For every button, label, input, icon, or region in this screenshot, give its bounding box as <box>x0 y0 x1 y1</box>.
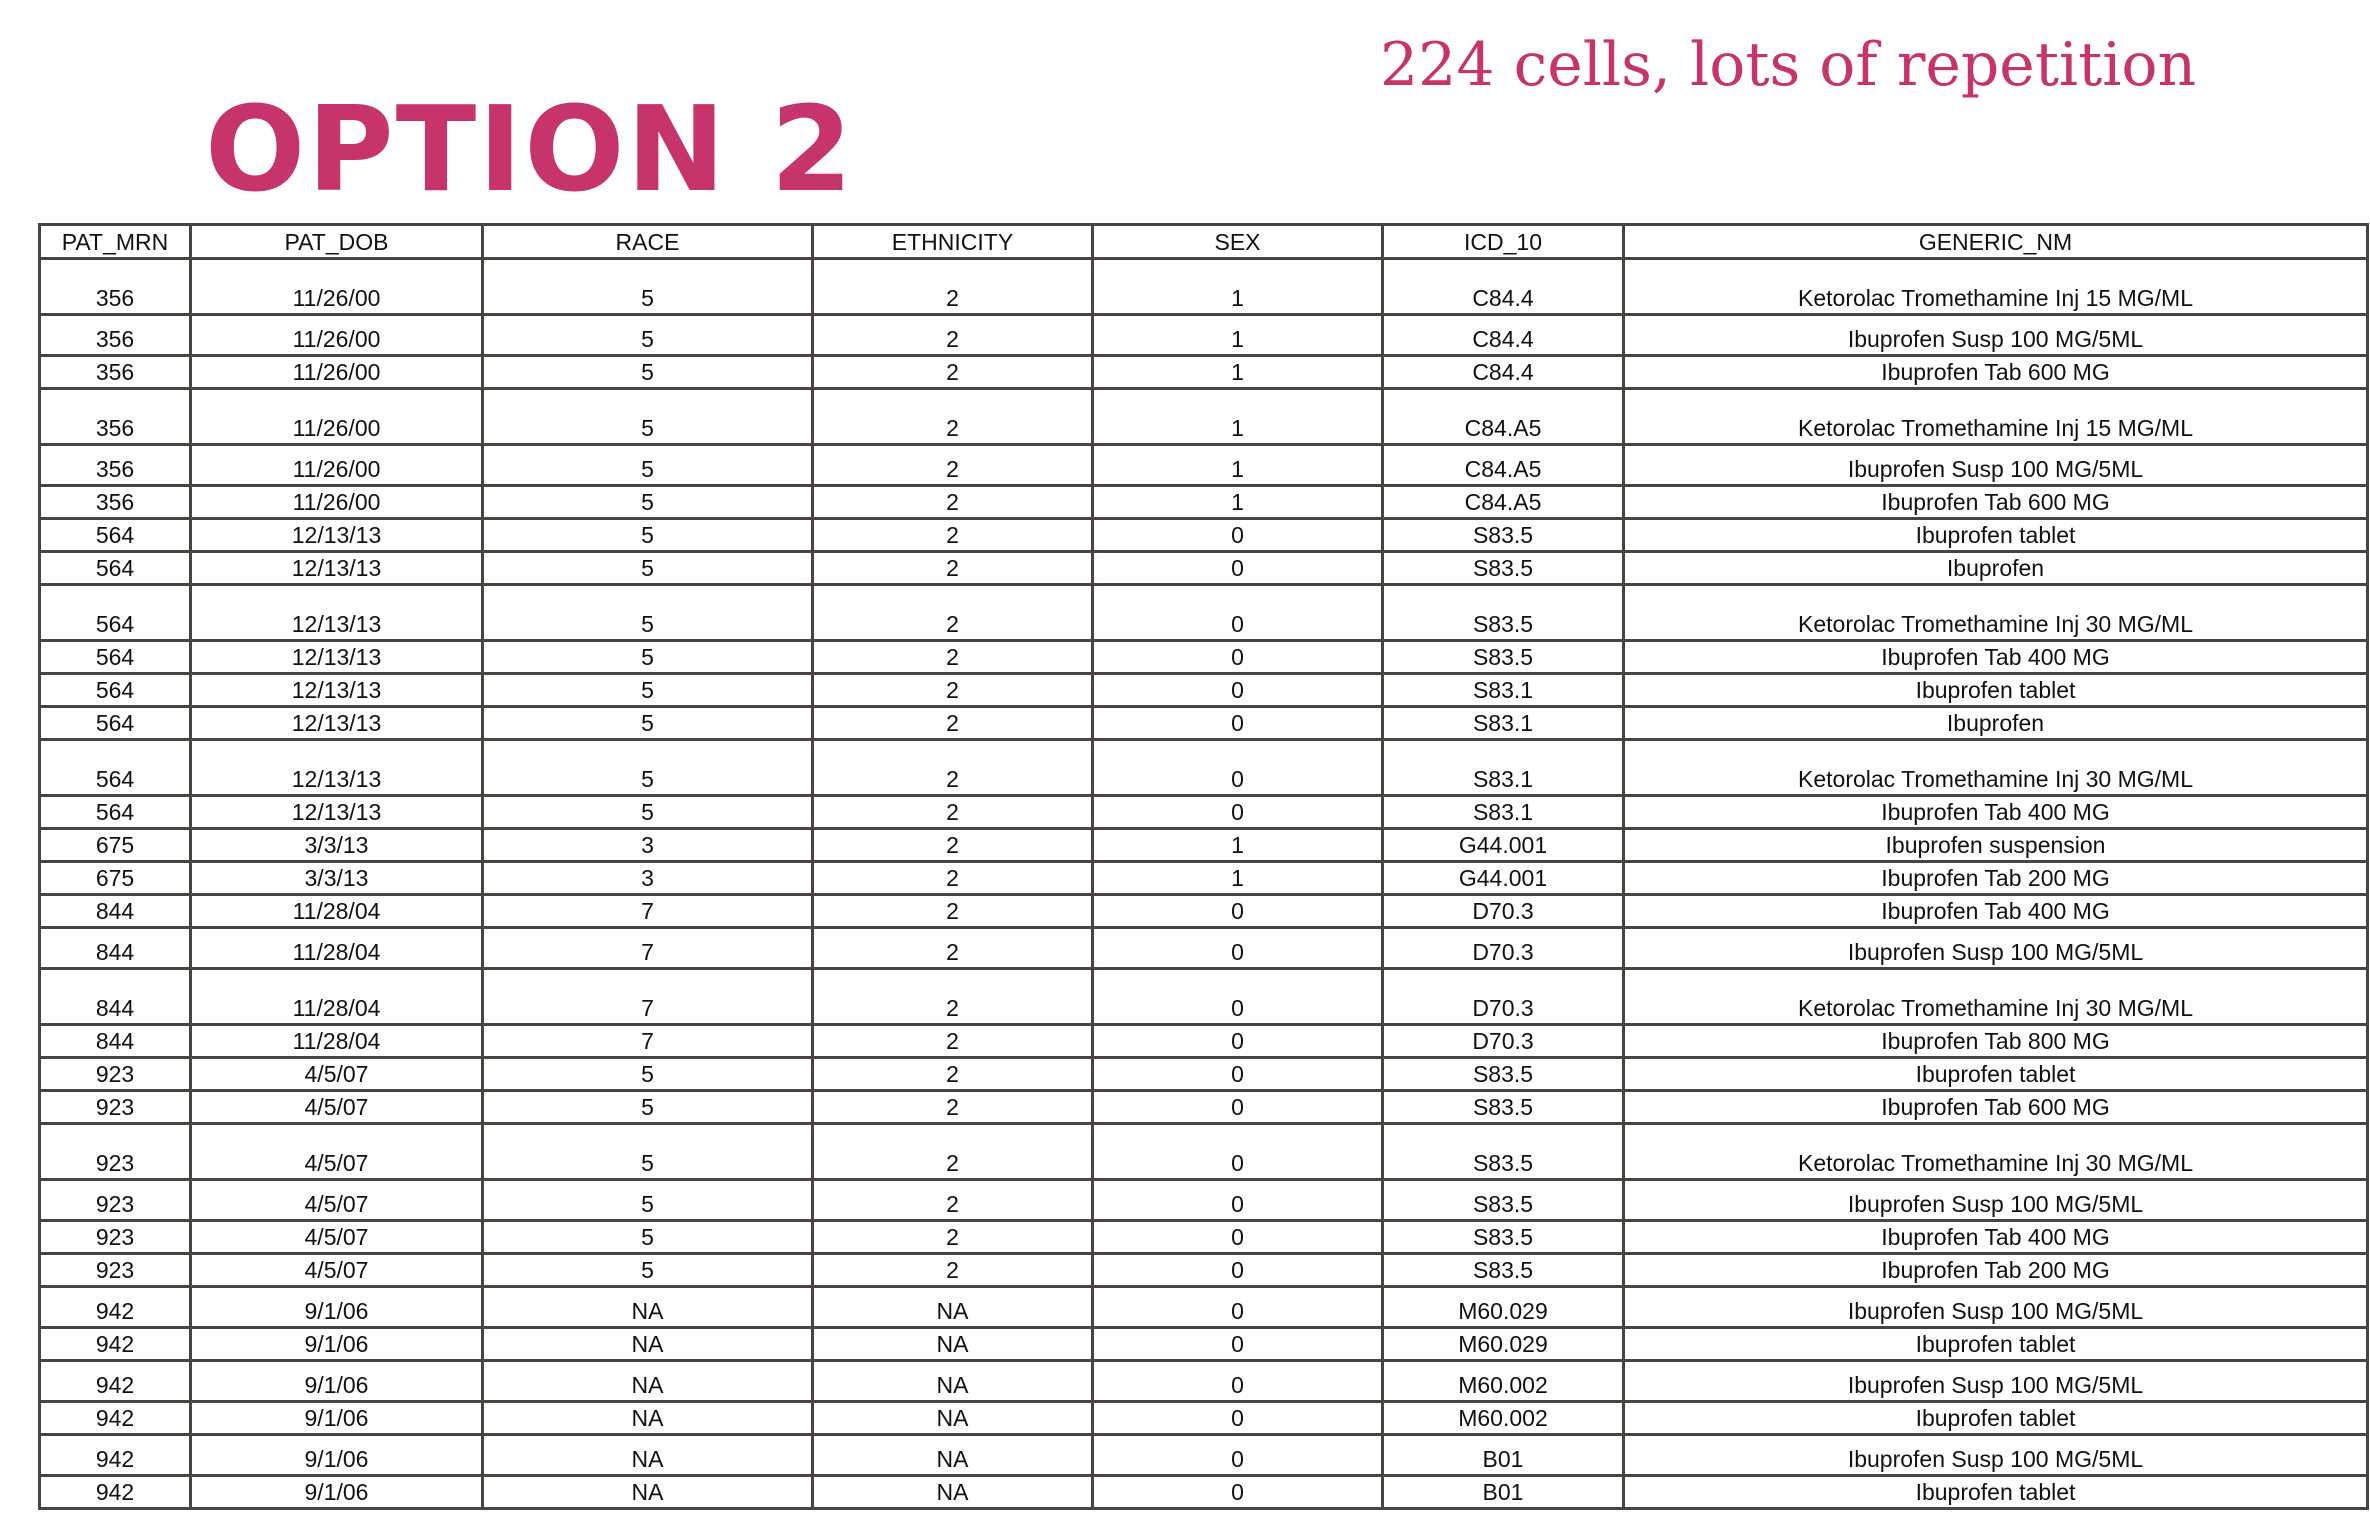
table-row <box>40 1328 2368 1361</box>
table-cell: NA <box>483 1435 813 1476</box>
table-cell: S83.5 <box>1383 1124 1624 1180</box>
table-cell: 9/1/06 <box>191 1435 483 1476</box>
table-cell: 356 <box>40 445 191 486</box>
table-cell: Ibuprofen tablet <box>1624 1058 2368 1091</box>
table-cell: C84.4 <box>1383 315 1624 356</box>
table-cell: D70.3 <box>1383 1025 1624 1058</box>
table-cell: 0 <box>1093 641 1383 674</box>
table-cell: 844 <box>40 928 191 969</box>
table-cell: M60.002 <box>1383 1402 1624 1435</box>
column-header: PAT_MRN <box>40 225 191 259</box>
table-cell: 0 <box>1093 519 1383 552</box>
table-row <box>40 486 2368 519</box>
table-cell: 564 <box>40 796 191 829</box>
table-cell: S83.5 <box>1383 1091 1624 1124</box>
table-cell: S83.1 <box>1383 707 1624 740</box>
table-cell: 675 <box>40 829 191 862</box>
table-row <box>40 552 2368 585</box>
table-cell: 923 <box>40 1058 191 1091</box>
table-cell: 923 <box>40 1091 191 1124</box>
table-cell: Ibuprofen <box>1624 552 2368 585</box>
table-cell: S83.1 <box>1383 674 1624 707</box>
table-cell: Ibuprofen tablet <box>1624 1402 2368 1435</box>
table-cell: Ibuprofen tablet <box>1624 1476 2368 1509</box>
table-row <box>40 1091 2368 1124</box>
table-cell: 942 <box>40 1361 191 1402</box>
table-cell: C84.A5 <box>1383 445 1624 486</box>
table-cell: 4/5/07 <box>191 1254 483 1287</box>
table-cell: Ketorolac Tromethamine Inj 15 MG/ML <box>1624 389 2368 445</box>
table-cell: 0 <box>1093 1091 1383 1124</box>
table-cell: 0 <box>1093 1124 1383 1180</box>
table-cell: Ibuprofen Susp 100 MG/5ML <box>1624 928 2368 969</box>
table-cell: 12/13/13 <box>191 674 483 707</box>
table-cell: 0 <box>1093 552 1383 585</box>
table-cell: 0 <box>1093 1058 1383 1091</box>
table-row <box>40 707 2368 740</box>
table-cell: 2 <box>813 519 1093 552</box>
table-cell: 0 <box>1093 740 1383 796</box>
table-row <box>40 1476 2368 1509</box>
table-cell: NA <box>813 1435 1093 1476</box>
table-cell: 923 <box>40 1124 191 1180</box>
table-cell: 9/1/06 <box>191 1328 483 1361</box>
table-cell: B01 <box>1383 1476 1624 1509</box>
table-cell: 5 <box>483 552 813 585</box>
table-row <box>40 1025 2368 1058</box>
table-cell: 1 <box>1093 389 1383 445</box>
table-cell: NA <box>483 1476 813 1509</box>
table-cell: 2 <box>813 740 1093 796</box>
table-cell: 11/26/00 <box>191 486 483 519</box>
column-header: PAT_DOB <box>191 225 483 259</box>
table-cell: 11/26/00 <box>191 389 483 445</box>
table-row <box>40 829 2368 862</box>
table-cell: Ibuprofen Tab 400 MG <box>1624 895 2368 928</box>
table-cell: Ibuprofen Susp 100 MG/5ML <box>1624 315 2368 356</box>
table-header-row <box>40 225 2368 259</box>
table-cell: Ibuprofen Susp 100 MG/5ML <box>1624 1180 2368 1221</box>
table-cell: Ibuprofen Tab 400 MG <box>1624 641 2368 674</box>
table-cell: 9/1/06 <box>191 1287 483 1328</box>
table-cell: 0 <box>1093 895 1383 928</box>
table-cell: 2 <box>813 552 1093 585</box>
table-cell: 0 <box>1093 928 1383 969</box>
table-cell: 12/13/13 <box>191 585 483 641</box>
table-cell: 4/5/07 <box>191 1058 483 1091</box>
table-cell: 564 <box>40 740 191 796</box>
table-cell: 1 <box>1093 445 1383 486</box>
table-cell: 2 <box>813 895 1093 928</box>
table-cell: 942 <box>40 1435 191 1476</box>
table-cell: S83.5 <box>1383 1058 1624 1091</box>
table-cell: 564 <box>40 707 191 740</box>
table-cell: 2 <box>813 1180 1093 1221</box>
table-cell: 9/1/06 <box>191 1361 483 1402</box>
table-row <box>40 1221 2368 1254</box>
table-cell: 2 <box>813 445 1093 486</box>
table-cell: 11/26/00 <box>191 315 483 356</box>
column-header: ETHNICITY <box>813 225 1093 259</box>
table-cell: NA <box>813 1402 1093 1435</box>
table-cell: 4/5/07 <box>191 1124 483 1180</box>
table-cell: 5 <box>483 1221 813 1254</box>
table-cell: 12/13/13 <box>191 641 483 674</box>
table-cell: 2 <box>813 315 1093 356</box>
table-cell: 844 <box>40 895 191 928</box>
table-row <box>40 356 2368 389</box>
column-header: ICD_10 <box>1383 225 1624 259</box>
table-cell: 5 <box>483 796 813 829</box>
table-cell: 4/5/07 <box>191 1091 483 1124</box>
table-cell: 3/3/13 <box>191 862 483 895</box>
table-row <box>40 740 2368 796</box>
table-cell: NA <box>813 1328 1093 1361</box>
table-body <box>40 259 2368 1509</box>
table-cell: Ketorolac Tromethamine Inj 15 MG/ML <box>1624 259 2368 315</box>
table-cell: 5 <box>483 445 813 486</box>
table-cell: 0 <box>1093 1435 1383 1476</box>
table-cell: 5 <box>483 1058 813 1091</box>
table-cell: 942 <box>40 1287 191 1328</box>
slide-subtitle: 224 cells, lots of repetition <box>1380 30 2197 100</box>
table-cell: C84.4 <box>1383 259 1624 315</box>
table-cell: 5 <box>483 486 813 519</box>
column-header: SEX <box>1093 225 1383 259</box>
table-cell: Ibuprofen Tab 600 MG <box>1624 486 2368 519</box>
table-row <box>40 585 2368 641</box>
table-cell: 1 <box>1093 862 1383 895</box>
table-cell: 356 <box>40 389 191 445</box>
table-cell: NA <box>483 1361 813 1402</box>
table-cell: M60.029 <box>1383 1287 1624 1328</box>
table-cell: 2 <box>813 1124 1093 1180</box>
table-cell: 0 <box>1093 1476 1383 1509</box>
table-cell: 5 <box>483 585 813 641</box>
table-cell: Ibuprofen tablet <box>1624 1328 2368 1361</box>
table-cell: 5 <box>483 641 813 674</box>
table-cell: 564 <box>40 519 191 552</box>
table-cell: 2 <box>813 862 1093 895</box>
table-row <box>40 519 2368 552</box>
table-cell: 356 <box>40 486 191 519</box>
table-cell: 0 <box>1093 1025 1383 1058</box>
table-cell: NA <box>483 1402 813 1435</box>
table-cell: 9/1/06 <box>191 1476 483 1509</box>
table-cell: Ibuprofen Tab 200 MG <box>1624 862 2368 895</box>
table-cell: 5 <box>483 707 813 740</box>
table-cell: 0 <box>1093 969 1383 1025</box>
table-cell: 12/13/13 <box>191 796 483 829</box>
table-row <box>40 969 2368 1025</box>
table-cell: 2 <box>813 969 1093 1025</box>
table-cell: 5 <box>483 740 813 796</box>
table-cell: NA <box>483 1328 813 1361</box>
table-cell: D70.3 <box>1383 928 1624 969</box>
table-cell: 5 <box>483 356 813 389</box>
table-cell: 12/13/13 <box>191 552 483 585</box>
column-header: GENERIC_NM <box>1624 225 2368 259</box>
table-cell: Ibuprofen Susp 100 MG/5ML <box>1624 445 2368 486</box>
table-row <box>40 1058 2368 1091</box>
table-cell: C84.A5 <box>1383 486 1624 519</box>
table-cell: 1 <box>1093 486 1383 519</box>
table-cell: 3 <box>483 862 813 895</box>
table-cell: 7 <box>483 969 813 1025</box>
table-cell: 5 <box>483 1180 813 1221</box>
table-cell: 4/5/07 <box>191 1221 483 1254</box>
table-cell: Ketorolac Tromethamine Inj 30 MG/ML <box>1624 1124 2368 1180</box>
table-cell: 564 <box>40 641 191 674</box>
table-cell: 5 <box>483 1124 813 1180</box>
table-cell: 5 <box>483 519 813 552</box>
table-cell: 9/1/06 <box>191 1402 483 1435</box>
table-cell: S83.1 <box>1383 796 1624 829</box>
table-cell: Ibuprofen Tab 600 MG <box>1624 356 2368 389</box>
table-row <box>40 895 2368 928</box>
table-cell: 942 <box>40 1328 191 1361</box>
table-cell: Ibuprofen Susp 100 MG/5ML <box>1624 1435 2368 1476</box>
table-cell: 356 <box>40 259 191 315</box>
table-cell: S83.5 <box>1383 1254 1624 1287</box>
table-cell: 12/13/13 <box>191 740 483 796</box>
table-cell: Ketorolac Tromethamine Inj 30 MG/ML <box>1624 969 2368 1025</box>
table-cell: 11/26/00 <box>191 445 483 486</box>
table-cell: NA <box>813 1287 1093 1328</box>
table-row <box>40 1287 2368 1328</box>
table-cell: B01 <box>1383 1435 1624 1476</box>
table-row <box>40 259 2368 315</box>
table-row <box>40 1254 2368 1287</box>
table-cell: 7 <box>483 895 813 928</box>
table-cell: 12/13/13 <box>191 519 483 552</box>
table-cell: M60.002 <box>1383 1361 1624 1402</box>
table-cell: 1 <box>1093 259 1383 315</box>
table-cell: Ibuprofen tablet <box>1624 519 2368 552</box>
table-cell: 0 <box>1093 1254 1383 1287</box>
table-cell: 564 <box>40 674 191 707</box>
table-cell: 0 <box>1093 707 1383 740</box>
table-cell: S83.5 <box>1383 1180 1624 1221</box>
table-cell: 2 <box>813 641 1093 674</box>
table-cell: 4/5/07 <box>191 1180 483 1221</box>
table-cell: 11/28/04 <box>191 895 483 928</box>
table-cell: Ibuprofen suspension <box>1624 829 2368 862</box>
table-cell: 0 <box>1093 1180 1383 1221</box>
table-cell: 2 <box>813 585 1093 641</box>
table-cell: 5 <box>483 1091 813 1124</box>
table-row <box>40 1361 2368 1402</box>
table-row <box>40 1180 2368 1221</box>
table-row <box>40 1435 2368 1476</box>
table-cell: Ibuprofen Tab 200 MG <box>1624 1254 2368 1287</box>
table-cell: 923 <box>40 1221 191 1254</box>
table-row <box>40 928 2368 969</box>
table-row <box>40 862 2368 895</box>
table-cell: 2 <box>813 1254 1093 1287</box>
table-cell: Ibuprofen Tab 400 MG <box>1624 1221 2368 1254</box>
table-cell: NA <box>813 1476 1093 1509</box>
table-cell: Ibuprofen <box>1624 707 2368 740</box>
table-cell: 844 <box>40 1025 191 1058</box>
table-cell: Ketorolac Tromethamine Inj 30 MG/ML <box>1624 740 2368 796</box>
column-header: RACE <box>483 225 813 259</box>
table-cell: S83.5 <box>1383 519 1624 552</box>
table-cell: 0 <box>1093 674 1383 707</box>
table-cell: 942 <box>40 1402 191 1435</box>
table-cell: 2 <box>813 389 1093 445</box>
table-cell: 356 <box>40 356 191 389</box>
table-cell: 5 <box>483 315 813 356</box>
table-cell: 942 <box>40 1476 191 1509</box>
table-cell: Ibuprofen tablet <box>1624 674 2368 707</box>
table-cell: S83.5 <box>1383 552 1624 585</box>
table-cell: G44.001 <box>1383 829 1624 862</box>
table-cell: 356 <box>40 315 191 356</box>
table-cell: 2 <box>813 1025 1093 1058</box>
table-cell: 12/13/13 <box>191 707 483 740</box>
table-cell: 0 <box>1093 1402 1383 1435</box>
table-row <box>40 445 2368 486</box>
table-cell: C84.4 <box>1383 356 1624 389</box>
table-cell: Ibuprofen Susp 100 MG/5ML <box>1624 1287 2368 1328</box>
table-cell: M60.029 <box>1383 1328 1624 1361</box>
table-cell: 0 <box>1093 585 1383 641</box>
table-cell: 11/26/00 <box>191 259 483 315</box>
table-cell: Ibuprofen Tab 400 MG <box>1624 796 2368 829</box>
table-cell: 11/26/00 <box>191 356 483 389</box>
table-cell: 564 <box>40 585 191 641</box>
table-cell: S83.5 <box>1383 585 1624 641</box>
table-row <box>40 641 2368 674</box>
patient-data-table <box>38 223 2369 1510</box>
table-cell: 5 <box>483 259 813 315</box>
table-cell: Ketorolac Tromethamine Inj 30 MG/ML <box>1624 585 2368 641</box>
table-cell: 2 <box>813 796 1093 829</box>
table-cell: 0 <box>1093 796 1383 829</box>
table-cell: 2 <box>813 829 1093 862</box>
table-cell: 675 <box>40 862 191 895</box>
table-cell: 5 <box>483 674 813 707</box>
slide-title: OPTION 2 <box>205 80 855 218</box>
table-cell: 2 <box>813 1091 1093 1124</box>
table-cell: G44.001 <box>1383 862 1624 895</box>
table-cell: NA <box>813 1361 1093 1402</box>
table-cell: Ibuprofen Susp 100 MG/5ML <box>1624 1361 2368 1402</box>
table-cell: 0 <box>1093 1221 1383 1254</box>
table-row <box>40 315 2368 356</box>
table-cell: 0 <box>1093 1287 1383 1328</box>
table-cell: 1 <box>1093 356 1383 389</box>
table-cell: S83.1 <box>1383 740 1624 796</box>
table-row <box>40 796 2368 829</box>
table-cell: 1 <box>1093 829 1383 862</box>
table-row <box>40 389 2368 445</box>
table-cell: S83.5 <box>1383 1221 1624 1254</box>
table-cell: 11/28/04 <box>191 1025 483 1058</box>
table-cell: 2 <box>813 1058 1093 1091</box>
table-cell: D70.3 <box>1383 895 1624 928</box>
table-cell: 844 <box>40 969 191 1025</box>
table-cell: 2 <box>813 707 1093 740</box>
table-cell: 564 <box>40 552 191 585</box>
table-cell: Ibuprofen Tab 800 MG <box>1624 1025 2368 1058</box>
table-cell: 3/3/13 <box>191 829 483 862</box>
table-cell: D70.3 <box>1383 969 1624 1025</box>
table-cell: 2 <box>813 486 1093 519</box>
table-cell: 11/28/04 <box>191 928 483 969</box>
table-cell: C84.A5 <box>1383 389 1624 445</box>
table-cell: 3 <box>483 829 813 862</box>
table-row <box>40 1124 2368 1180</box>
table-cell: 11/28/04 <box>191 969 483 1025</box>
table-cell: 7 <box>483 928 813 969</box>
table-cell: 1 <box>1093 315 1383 356</box>
table-cell: 5 <box>483 389 813 445</box>
table-cell: 2 <box>813 259 1093 315</box>
table-cell: 5 <box>483 1254 813 1287</box>
table-cell: 923 <box>40 1180 191 1221</box>
table-cell: S83.5 <box>1383 641 1624 674</box>
table-cell: 7 <box>483 1025 813 1058</box>
table-cell: 2 <box>813 356 1093 389</box>
table-cell: 2 <box>813 674 1093 707</box>
table-cell: NA <box>483 1287 813 1328</box>
table-cell: 0 <box>1093 1361 1383 1402</box>
table-cell: 0 <box>1093 1328 1383 1361</box>
table-cell: 2 <box>813 928 1093 969</box>
table-cell: 923 <box>40 1254 191 1287</box>
table-row <box>40 674 2368 707</box>
table-cell: Ibuprofen Tab 600 MG <box>1624 1091 2368 1124</box>
table-row <box>40 1402 2368 1435</box>
table-cell: 2 <box>813 1221 1093 1254</box>
